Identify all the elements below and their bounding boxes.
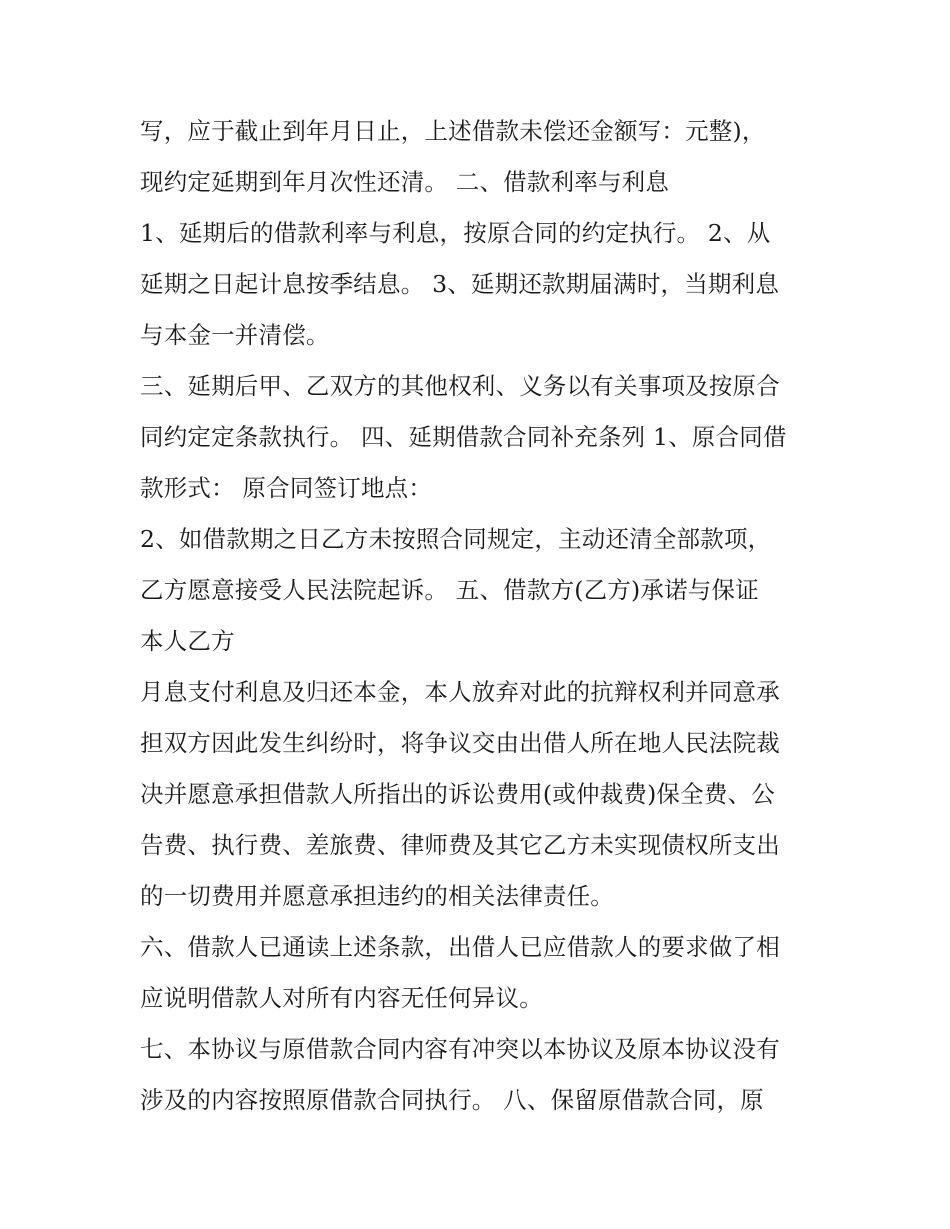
document-body	[140, 106, 820, 1126]
text-line: 的一切费用并愿意承担违约的相关法律责任。	[140, 882, 614, 910]
text-line: 款形式： 原合同签订地点：	[140, 474, 433, 502]
text-line: 告费、执行费、差旅费、律师费及其它乙方未实现债权所支出	[140, 831, 780, 859]
text-line: 六、借款人已通读上述条款，出借人已应借款人的要求做了相	[140, 933, 780, 961]
text-line: 涉及的内容按照原借款合同执行。 八、保留原借款合同，原	[140, 1086, 764, 1114]
text-line: 延期之日起计息按季结息。 3、延期还款期届满时，当期利息	[140, 270, 780, 298]
text-line: 本人乙方	[140, 627, 235, 655]
text-line: 同约定定条款执行。 四、延期借款合同补充条列 1、原合同借	[140, 423, 787, 451]
text-line: 三、延期后甲、乙双方的其他权利、义务以有关事项及按原合	[140, 372, 780, 400]
text-line: 1、延期后的借款利率与利息，按原合同的约定执行。 2、从	[140, 219, 771, 247]
text-line: 2、如借款期之日乙方未按照合同规定，主动还清全部款项，	[140, 525, 772, 553]
text-line: 决并愿意承担借款人所指出的诉讼费用(或仲裁费)保全费、公	[140, 780, 775, 808]
text-line: 月息支付利息及归还本金，本人放弃对此的抗辩权利并同意承	[140, 678, 780, 706]
text-line: 写，应于截止到年月日止，上述借款未偿还金额写：元整)，	[140, 117, 766, 145]
text-line: 与本金一并清偿。	[140, 321, 330, 349]
text-line: 七、本协议与原借款合同内容有冲突以本协议及原本协议没有	[140, 1035, 780, 1063]
text-line: 现约定延期到年月次性还清。 二、借款利率与利息	[140, 168, 670, 196]
text-line: 担双方因此发生纠纷时，将争议交由出借人所在地人民法院裁	[140, 729, 780, 757]
text-line: 乙方愿意接受人民法院起诉。 五、借款方(乙方)承诺与保证	[140, 576, 759, 604]
text-line: 应说明借款人对所有内容无任何异议。	[140, 984, 543, 1012]
